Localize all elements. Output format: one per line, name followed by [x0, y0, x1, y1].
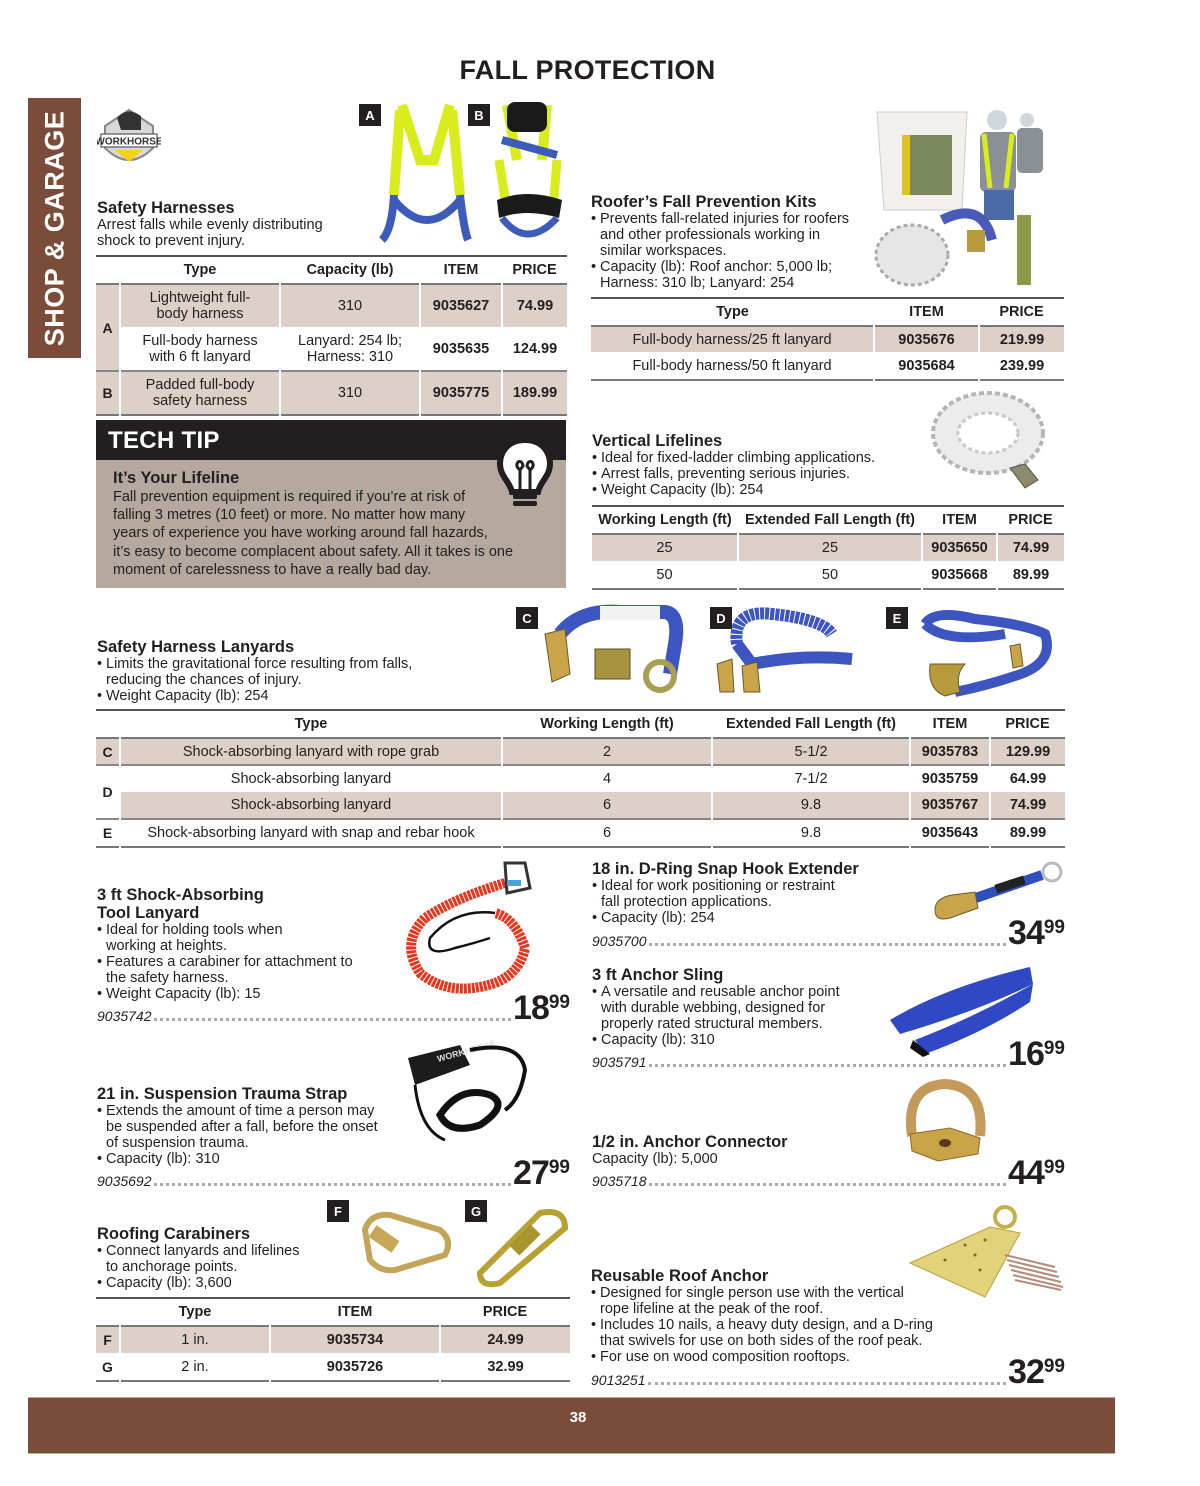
cell-type: Lightweight full-body harness — [120, 284, 280, 327]
sku: 9013251 — [591, 1372, 646, 1388]
tool-lanyard-bullet: • Ideal for holding tools when working at heights. — [97, 922, 297, 954]
price — [513, 988, 570, 1027]
anchor-sling-bullet: • A versatile and reusable anchor point with durable webbing, designed for properly rated structural members. — [592, 984, 857, 1032]
price-cents: 99 — [1043, 1157, 1065, 1178]
trauma-strap-bullet: • Extends the amount of time a person may be suspended after a fall, before the onset of suspension trauma. — [97, 1103, 389, 1151]
lanyards-header — [97, 638, 457, 704]
tech-tip-line: falling 3 metres (10 feet) or more. No matter how many — [113, 507, 466, 524]
cell-price: 89.99 — [1012, 566, 1050, 583]
tool-lanyard-title-1: 3 ft Shock-Absorbing — [97, 886, 264, 904]
cell-item: 9035734 — [270, 1326, 440, 1353]
price-dollars: 18 — [513, 989, 549, 1027]
carabiner-f-image — [355, 1210, 455, 1280]
header-extended-length: Extended Fall Length (ft) — [745, 512, 915, 528]
leader-dots — [154, 1018, 512, 1021]
row-letter: C — [96, 738, 120, 765]
letter-header — [96, 1298, 120, 1326]
lanyard-e-image — [915, 604, 1060, 704]
image-label-d: D — [710, 607, 732, 629]
anchor-sling-title: 3 ft Anchor Sling — [592, 966, 724, 984]
lanyard-c-image — [540, 604, 685, 699]
cell-type: Shock-absorbing lanyard with rope grab — [120, 738, 502, 765]
page-footer — [28, 1397, 1115, 1454]
anchor-sling-price-line — [592, 1034, 1065, 1073]
table-header-row — [591, 298, 1064, 326]
vertical-lifelines-table — [592, 505, 1064, 590]
safety-harnesses-title: Safety Harnesses — [97, 199, 235, 217]
sku: 9035742 — [97, 1008, 152, 1024]
roof-anchor-price-line — [591, 1352, 1065, 1391]
header-extended-length: Extended Fall Length (ft) — [726, 716, 896, 732]
price-cents: 99 — [548, 1157, 570, 1178]
cell-type: Full-body harness/50 ft lanyard — [591, 352, 874, 380]
cell-item: 9035684 — [874, 352, 979, 380]
header-price: PRICE — [999, 304, 1044, 320]
d-ring-extender-price-line — [592, 913, 1065, 952]
cell-price: 189.99 — [502, 371, 567, 415]
leader-dots — [154, 1183, 512, 1186]
table-row — [592, 561, 1064, 589]
table-row — [96, 371, 567, 415]
cell-type: Full-body harness/25 ft lanyard — [591, 326, 874, 352]
header-type: Type — [716, 304, 749, 320]
cell-item: 9035775 — [420, 371, 502, 415]
carabiner-g-image — [470, 1208, 570, 1293]
page-number: 38 — [569, 1409, 587, 1426]
cell-item: 9035627 — [420, 284, 502, 327]
trauma-strap-price-line — [97, 1153, 570, 1192]
table-row — [96, 1353, 570, 1381]
safety-harnesses-header — [97, 199, 357, 249]
anchor-sling-bullet: • Capacity (lb): 310 — [592, 1032, 872, 1048]
row-letter: D — [96, 765, 120, 819]
table-row — [96, 284, 567, 327]
anchor-connector-price-line — [592, 1153, 1065, 1192]
cell-type: 1 in. — [120, 1326, 270, 1353]
image-label-e: E — [886, 607, 908, 629]
table-row — [96, 1326, 570, 1353]
cell-capacity: Lanyard: 254 lb; Harness: 310 — [280, 327, 420, 371]
cell-price: 74.99 — [502, 284, 567, 327]
row-letter: A — [96, 284, 120, 371]
side-tab-label: SHOP & GARAGE — [39, 110, 70, 346]
carabiner-bullet: • Connect lanyards and lifelines to anchorage points. — [97, 1243, 312, 1275]
tech-tip-header: TECH TIP — [96, 420, 566, 460]
cell-extended: 9.8 — [712, 792, 910, 819]
sku: 9035692 — [97, 1173, 152, 1189]
lanyard-d-image — [712, 604, 862, 699]
lifeline-bullet: • Weight Capacity (lb): 254 — [592, 482, 912, 498]
svg-text:WORKHORSE: WORKHORSE — [435, 1040, 497, 1064]
price — [1008, 1352, 1065, 1391]
sku: 9035700 — [592, 933, 647, 949]
carabiners-table — [96, 1297, 570, 1382]
cell-price: 89.99 — [1009, 825, 1047, 841]
cell-price: 129.99 — [990, 738, 1065, 765]
lifeline-bullet: • Arrest falls, preventing serious injuries. — [592, 466, 912, 482]
cell-price: 64.99 — [1009, 771, 1047, 787]
header-price: PRICE — [1005, 716, 1050, 732]
cell-price: 32.99 — [487, 1358, 524, 1375]
table-row — [591, 326, 1064, 352]
table-header-row — [96, 1298, 570, 1326]
header-type: Type — [294, 716, 328, 732]
cell-working: 6 — [502, 792, 712, 819]
tool-lanyard-bullet: • Weight Capacity (lb): 15 — [97, 986, 397, 1002]
trauma-strap-bullet: • Capacity (lb): 310 — [97, 1151, 397, 1167]
header-working-length: Working Length (ft) — [598, 512, 732, 528]
cell-capacity: 310 — [280, 371, 420, 415]
price-cents: 99 — [1043, 1356, 1065, 1377]
harness-a-image — [372, 100, 472, 255]
table-row — [96, 792, 1065, 819]
vertical-lifelines-title: Vertical Lifelines — [592, 432, 723, 450]
table-row — [591, 352, 1064, 380]
lanyards-title: Safety Harness Lanyards — [97, 638, 295, 656]
carabiner-bullet: • Capacity (lb): 3,600 — [97, 1275, 327, 1291]
tech-tip-line: moment of carelessness to have a really bad day. — [113, 561, 432, 578]
trauma-strap-image — [400, 1040, 540, 1150]
header-price: PRICE — [482, 1304, 528, 1320]
roofers-kits-table — [591, 297, 1064, 381]
header-item: ITEM — [909, 304, 944, 320]
cell-item: 9035726 — [270, 1353, 440, 1381]
header-item: ITEM — [443, 262, 479, 278]
tool-lanyard-bullet: • Features a carabiner for attachment to the safety harness. — [97, 954, 357, 986]
cell-working: 6 — [502, 819, 712, 847]
lanyard-bullet: • Weight Capacity (lb): 254 — [97, 688, 457, 704]
cell-working: 4 — [502, 765, 712, 792]
anchor-connector-capacity: Capacity (lb): 5,000 — [592, 1151, 718, 1167]
roof-anchor-info — [591, 1267, 961, 1365]
row-letter: E — [96, 819, 120, 847]
vertical-lifelines-header — [592, 432, 912, 498]
cell-extended: 5-1/2 — [712, 738, 910, 765]
row-letter: G — [96, 1353, 120, 1381]
tech-tip-line: it’s easy to become complacent about safety. All it takes is one — [113, 543, 514, 560]
cell-type: Shock-absorbing lanyard with snap and rebar hook — [120, 819, 502, 847]
roofer-kit-image — [872, 100, 1067, 300]
cell-working: 50 — [592, 561, 738, 589]
price — [513, 1153, 570, 1192]
cell-extended: 25 — [738, 534, 922, 561]
row-letter: F — [96, 1326, 120, 1353]
tool-lanyard-info — [97, 886, 397, 1002]
cell-price: 219.99 — [979, 326, 1064, 352]
cell-item: 9035783 — [910, 738, 990, 765]
cell-type: Full-body harness with 6 ft lanyard — [120, 327, 280, 371]
header-item: ITEM — [337, 1304, 373, 1320]
roof-anchor-title: Reusable Roof Anchor — [591, 1267, 769, 1285]
letter-header — [96, 256, 120, 284]
table-row — [96, 765, 1065, 792]
price-dollars: 27 — [513, 1154, 549, 1192]
roof-anchor-bullet: • Designed for single person use with the vertical rope lifeline at the peak of the roof. — [591, 1285, 921, 1317]
header-type: Type — [183, 262, 217, 278]
sku: 9035791 — [592, 1054, 647, 1070]
roof-anchor-bullet: • For use on wood composition rooftops. — [591, 1349, 961, 1365]
tool-lanyard-title-2: Tool Lanyard — [97, 904, 200, 922]
cell-item: 9035767 — [910, 792, 990, 819]
d-ring-extender-title: 18 in. D-Ring Snap Hook Extender — [592, 860, 859, 878]
roofers-kits-bullet: • Capacity (lb): Roof anchor: 5,000 lb; Harness: 310 lb; Lanyard: 254 — [591, 259, 861, 291]
table-row — [96, 327, 567, 371]
tool-lanyard-image — [395, 858, 535, 1003]
leader-dots — [649, 1183, 1007, 1186]
row-letter: B — [96, 371, 120, 415]
price — [1008, 1034, 1065, 1073]
image-label-f: F — [327, 1200, 349, 1222]
cell-type: 2 in. — [120, 1353, 270, 1381]
safety-harnesses-table — [96, 255, 567, 416]
table-row — [592, 534, 1064, 561]
roofers-kits-title: Roofer’s Fall Prevention Kits — [591, 193, 817, 211]
cell-extended: 9.8 — [712, 819, 910, 847]
carabiners-header — [97, 1225, 327, 1291]
roofers-kits-bullet: • Prevents fall-related injuries for roofers and other professionals working in similar workspaces. — [591, 211, 861, 259]
d-ring-extender-bullet: • Ideal for work positioning or restraint fall protection applications. — [592, 878, 857, 910]
cell-price: 124.99 — [512, 340, 558, 357]
d-ring-extender-bullet: • Capacity (lb): 254 — [592, 910, 892, 926]
price-cents: 99 — [1043, 1038, 1065, 1059]
cell-capacity: 310 — [280, 284, 420, 327]
cell-item: 9035635 — [420, 327, 502, 371]
workhorse-logo — [97, 104, 161, 174]
sku: 9035718 — [592, 1173, 647, 1189]
leader-dots — [649, 1064, 1007, 1067]
cell-item: 9035650 — [922, 534, 997, 561]
cell-price: 74.99 — [997, 534, 1064, 561]
table-header-row — [592, 506, 1064, 534]
table-row — [96, 738, 1065, 765]
lightbulb-icon — [496, 436, 554, 512]
header-working-length: Working Length (ft) — [540, 716, 674, 732]
cell-type: Shock-absorbing lanyard — [120, 792, 502, 819]
header-capacity: Capacity (lb) — [306, 262, 394, 278]
svg-text:WORKHORSE: WORKHORSE — [97, 136, 161, 148]
price — [1008, 913, 1065, 952]
page-title: FALL PROTECTION — [459, 55, 716, 85]
cell-price: 24.99 — [440, 1326, 570, 1353]
table-row — [96, 819, 1065, 847]
tech-tip-line: Fall prevention equipment is required if you’re at risk of — [113, 489, 466, 505]
cell-working: 25 — [592, 534, 738, 561]
anchor-connector-title: 1/2 in. Anchor Connector — [592, 1133, 788, 1151]
image-label-a: A — [359, 104, 381, 126]
header-item: ITEM — [932, 716, 968, 732]
table-header-row — [96, 710, 1065, 738]
tech-tip-line: years of experience you have working around fall hazards, — [113, 525, 488, 542]
cell-extended: 7-1/2 — [712, 765, 910, 792]
cell-item: 9035643 — [910, 819, 990, 847]
header-item: ITEM — [942, 512, 977, 528]
header-price: PRICE — [1008, 512, 1053, 528]
price-dollars: 34 — [1008, 914, 1044, 952]
cell-price: 239.99 — [999, 357, 1045, 374]
price-dollars: 44 — [1008, 1154, 1044, 1192]
letter-header — [96, 710, 120, 738]
harness-b-image — [487, 100, 567, 255]
cell-type: Padded full-body safety harness — [120, 371, 280, 415]
header-price: PRICE — [512, 262, 557, 278]
lanyards-table — [96, 709, 1065, 848]
cell-type: Shock-absorbing lanyard — [120, 765, 502, 792]
image-label-c: C — [516, 607, 538, 629]
roof-anchor-bullet: • Includes 10 nails, a heavy duty design, and a D-ring that swivels for use on both sides of the roof peak. — [591, 1317, 941, 1349]
header-type: Type — [178, 1304, 212, 1320]
tech-tip-text — [113, 488, 549, 579]
tech-tip-title: It’s Your Lifeline — [113, 469, 240, 487]
lifeline-rope-image — [930, 388, 1050, 503]
table-header-row — [96, 256, 567, 284]
price-dollars: 32 — [1008, 1353, 1044, 1391]
cell-extended: 50 — [738, 561, 922, 589]
cell-working: 2 — [502, 738, 712, 765]
cell-item: 9035759 — [910, 765, 990, 792]
lifeline-bullet: • Ideal for fixed-ladder climbing applications. — [592, 450, 912, 466]
cell-item: 9035676 — [874, 326, 979, 352]
leader-dots — [649, 943, 1007, 946]
section-side-tab — [28, 98, 81, 358]
price-dollars: 16 — [1008, 1035, 1044, 1073]
price-cents: 99 — [1043, 917, 1065, 938]
tool-lanyard-price-line — [97, 988, 570, 1027]
price — [1008, 1153, 1065, 1192]
image-label-g: G — [465, 1200, 487, 1222]
carabiners-title: Roofing Carabiners — [97, 1225, 251, 1243]
image-label-b: B — [468, 104, 490, 126]
cell-item: 9035668 — [922, 561, 997, 589]
lanyard-bullet: • Limits the gravitational force resulting from falls, reducing the chances of injury. — [97, 656, 457, 688]
safety-harnesses-description: Arrest falls while evenly distributing shock to prevent injury. — [97, 217, 323, 249]
roofers-kits-header — [591, 193, 861, 291]
price-cents: 99 — [548, 992, 570, 1013]
cell-price: 74.99 — [990, 792, 1065, 819]
trauma-strap-title: 21 in. Suspension Trauma Strap — [97, 1085, 348, 1103]
leader-dots — [648, 1382, 1007, 1385]
